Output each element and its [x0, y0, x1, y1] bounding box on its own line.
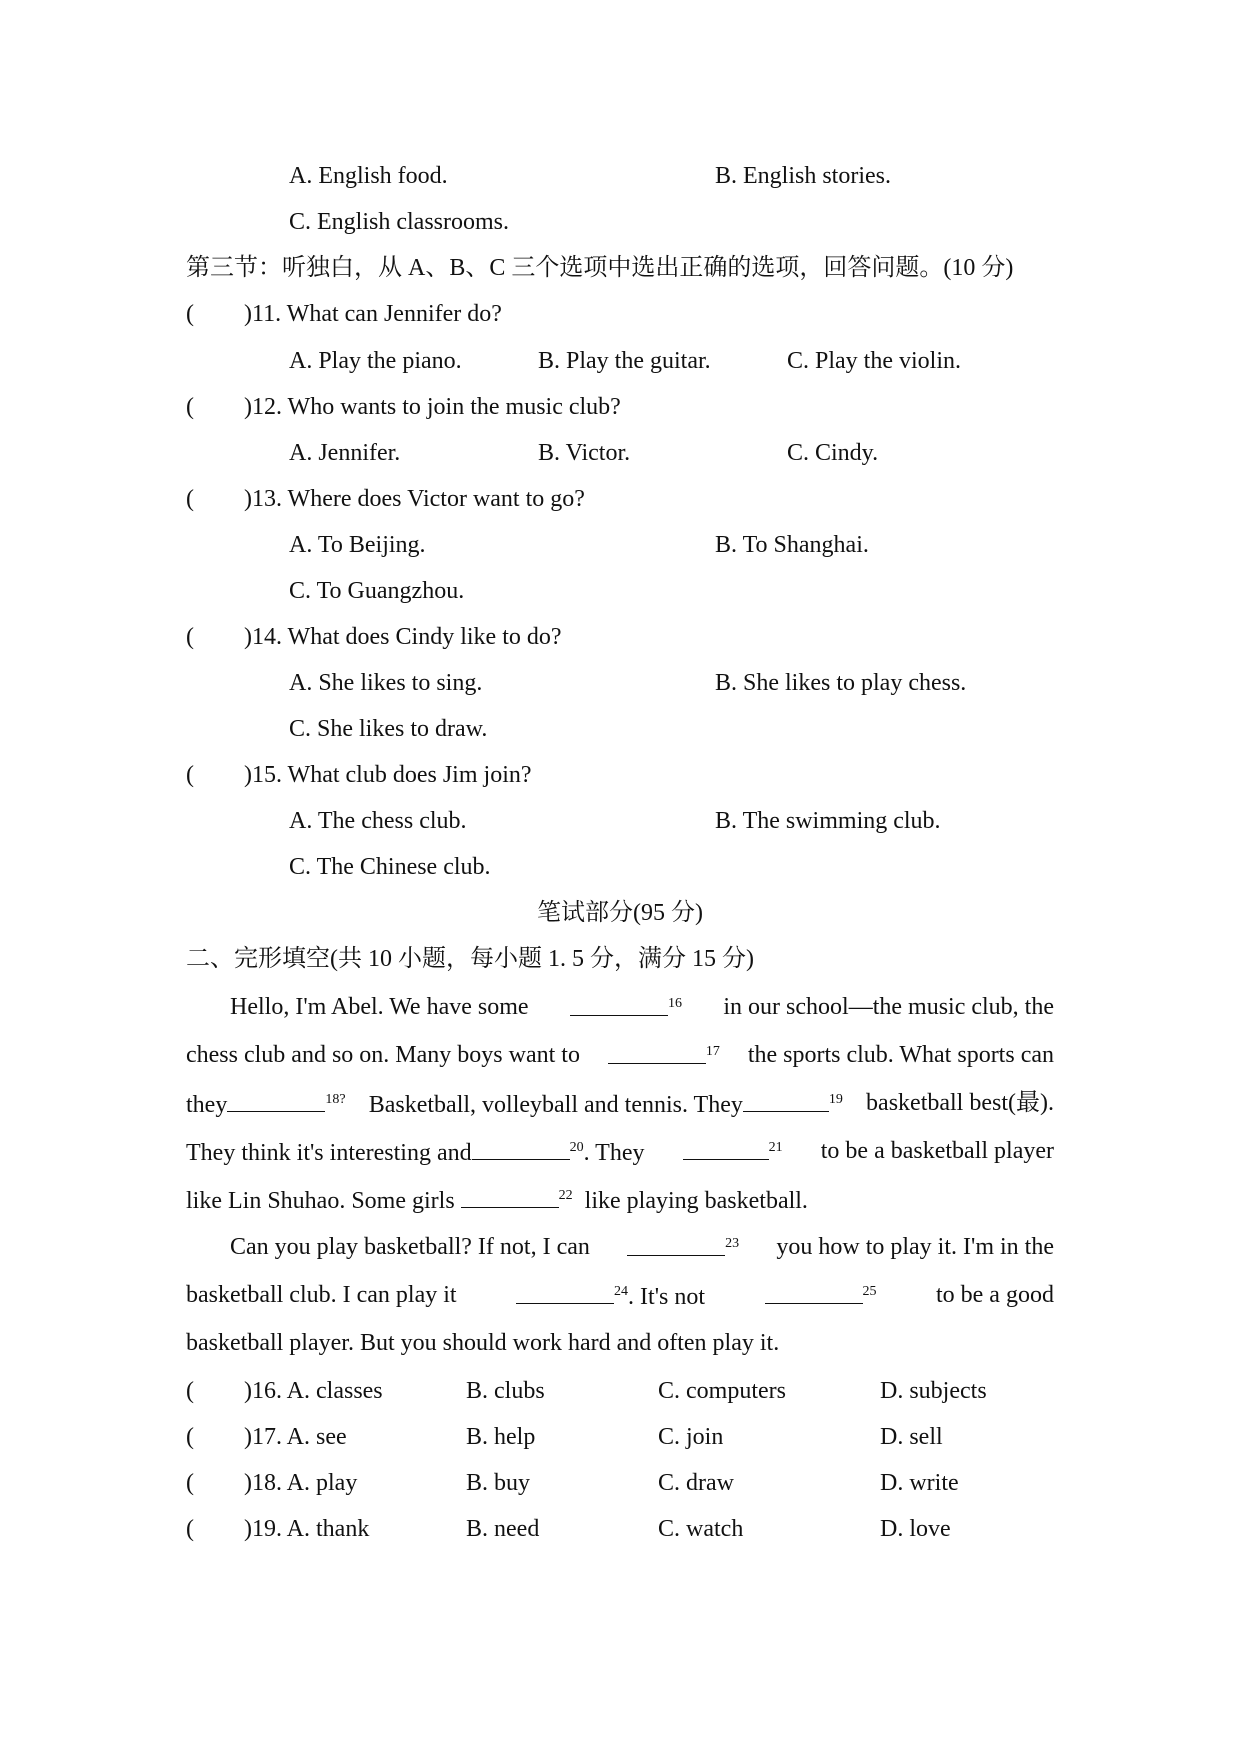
answer-paren: (	[186, 762, 194, 788]
passage-text: you how to play it. I'm in the	[776, 1234, 1054, 1260]
passage-text: to be a good	[935, 1282, 1054, 1308]
answer-paren: (	[186, 1516, 194, 1542]
passage-text: basketball best(最).	[866, 1090, 1054, 1116]
q15-option-b: B. The swimming club.	[715, 808, 941, 834]
passage-line-6	[230, 1233, 1054, 1263]
passage-text: they	[186, 1092, 228, 1118]
cloze-item-17-d: D. sell	[880, 1424, 943, 1450]
cloze-item-19-d: D. love	[880, 1516, 951, 1542]
cloze-item-18-b: B. buy	[466, 1470, 531, 1496]
blank-18	[227, 1089, 325, 1112]
q11-option-a: A. Play the piano.	[289, 348, 462, 374]
blank-number-22: 22	[558, 1188, 573, 1203]
cloze-item-19-c: C. watch	[658, 1516, 744, 1542]
blank-number-24: 24	[614, 1284, 629, 1299]
cloze-item-16-d: D. subjects	[880, 1378, 987, 1404]
passage-text: to be a basketball player	[820, 1138, 1054, 1164]
blank-number-18: 18?	[325, 1092, 346, 1107]
q14-option-c: C. She likes to draw.	[289, 716, 488, 742]
q10-option-c: C. English classrooms.	[289, 209, 509, 235]
answer-paren: (	[186, 624, 194, 650]
answer-paren: (	[186, 1470, 194, 1496]
passage-text: . They	[583, 1140, 645, 1166]
question-13-stem: )13. Where does Victor want to go?	[244, 486, 585, 512]
blank-number-19: 19	[828, 1092, 843, 1107]
passage-text: . It's not	[628, 1284, 706, 1310]
passage-text: They think it's interesting and	[186, 1140, 472, 1166]
passage-line-4	[186, 1137, 1054, 1167]
blank-25	[765, 1281, 863, 1304]
passage-text: in our school—the music club, the	[723, 994, 1054, 1020]
question-12-stem: )12. Who wants to join the music club?	[244, 394, 621, 420]
q11-option-b: B. Play the guitar.	[538, 348, 711, 374]
cloze-item-18-d: D. write	[880, 1470, 959, 1496]
cloze-item-19-a: )19. A. thank	[244, 1516, 370, 1542]
q13-option-b: B. To Shanghai.	[715, 532, 869, 558]
q15-option-c: C. The Chinese club.	[289, 854, 491, 880]
cloze-item-18-c: C. draw	[658, 1470, 734, 1496]
written-part-title: 笔试部分(95 分)	[537, 900, 703, 926]
blank-23	[627, 1233, 725, 1256]
blank-number-16: 16	[667, 996, 682, 1011]
passage-text: like playing basketball.	[584, 1188, 808, 1214]
blank-number-17: 17	[705, 1044, 720, 1059]
blank-16	[570, 993, 668, 1016]
question-14-stem: )14. What does Cindy like to do?	[244, 624, 562, 650]
question-15-stem: )15. What club does Jim join?	[244, 762, 532, 788]
passage-line-5	[186, 1185, 808, 1215]
answer-paren: (	[186, 394, 194, 420]
q11-option-c: C. Play the violin.	[787, 348, 961, 374]
q12-option-c: C. Cindy.	[787, 440, 879, 466]
blank-19	[743, 1089, 829, 1112]
cloze-item-17-b: B. help	[466, 1424, 536, 1450]
blank-number-20: 20	[569, 1140, 584, 1155]
cloze-item-16-c: C. computers	[658, 1378, 786, 1404]
blank-17	[608, 1041, 706, 1064]
blank-number-25: 25	[862, 1284, 877, 1299]
passage-line-8: basketball player. But you should work hard and often play it.	[186, 1330, 780, 1356]
q10-option-b: B. English stories.	[715, 163, 892, 189]
answer-paren: (	[186, 301, 194, 327]
cloze-item-19-b: B. need	[466, 1516, 540, 1542]
passage-text: the sports club. What sports can	[747, 1042, 1054, 1068]
cloze-item-16-a: )16. A. classes	[244, 1378, 383, 1404]
q14-option-b: B. She likes to play chess.	[715, 670, 967, 696]
passage-text: Basketball, volleyball and tennis. They	[368, 1092, 743, 1118]
answer-paren: (	[186, 486, 194, 512]
passage-text: Hello, I'm Abel. We have some	[230, 994, 529, 1020]
blank-number-21: 21	[768, 1140, 783, 1155]
blank-number-23: 23	[725, 1236, 740, 1251]
question-11-stem: )11. What can Jennifer do?	[244, 301, 502, 327]
cloze-item-17-a: )17. A. see	[244, 1424, 347, 1450]
cloze-item-16-b: B. clubs	[466, 1378, 545, 1404]
blank-22	[461, 1185, 559, 1208]
q12-option-b: B. Victor.	[538, 440, 631, 466]
q15-option-a: A. The chess club.	[289, 808, 467, 834]
q13-option-a: A. To Beijing.	[289, 532, 426, 558]
q13-option-c: C. To Guangzhou.	[289, 578, 465, 604]
cloze-item-17-c: C. join	[658, 1424, 724, 1450]
passage-text: basketball club. I can play it	[186, 1282, 457, 1308]
passage-line-3	[186, 1089, 1054, 1119]
passage-text: Can you play basketball? If not, I can	[230, 1234, 590, 1260]
cloze-section-title: 二、完形填空(共 10 小题，每小题 1. 5 分，满分 15 分)	[186, 946, 754, 972]
answer-paren: (	[186, 1378, 194, 1404]
section3-title: 第三节：听独白，从 A、B、C 三个选项中选出正确的选项，回答问题。(10 分)	[186, 255, 1014, 281]
q14-option-a: A. She likes to sing.	[289, 670, 483, 696]
passage-line-1	[230, 993, 1054, 1023]
blank-21	[683, 1137, 769, 1160]
passage-line-7	[186, 1281, 1054, 1311]
answer-paren: (	[186, 1424, 194, 1450]
passage-text: chess club and so on. Many boys want to	[186, 1042, 580, 1068]
passage-text: like Lin Shuhao. Some girls	[186, 1188, 455, 1214]
passage-line-2	[186, 1041, 1054, 1071]
q10-option-a: A. English food.	[289, 163, 448, 189]
blank-20	[472, 1137, 570, 1160]
cloze-item-18-a: )18. A. play	[244, 1470, 358, 1496]
q12-option-a: A. Jennifer.	[289, 440, 401, 466]
blank-24	[516, 1281, 614, 1304]
